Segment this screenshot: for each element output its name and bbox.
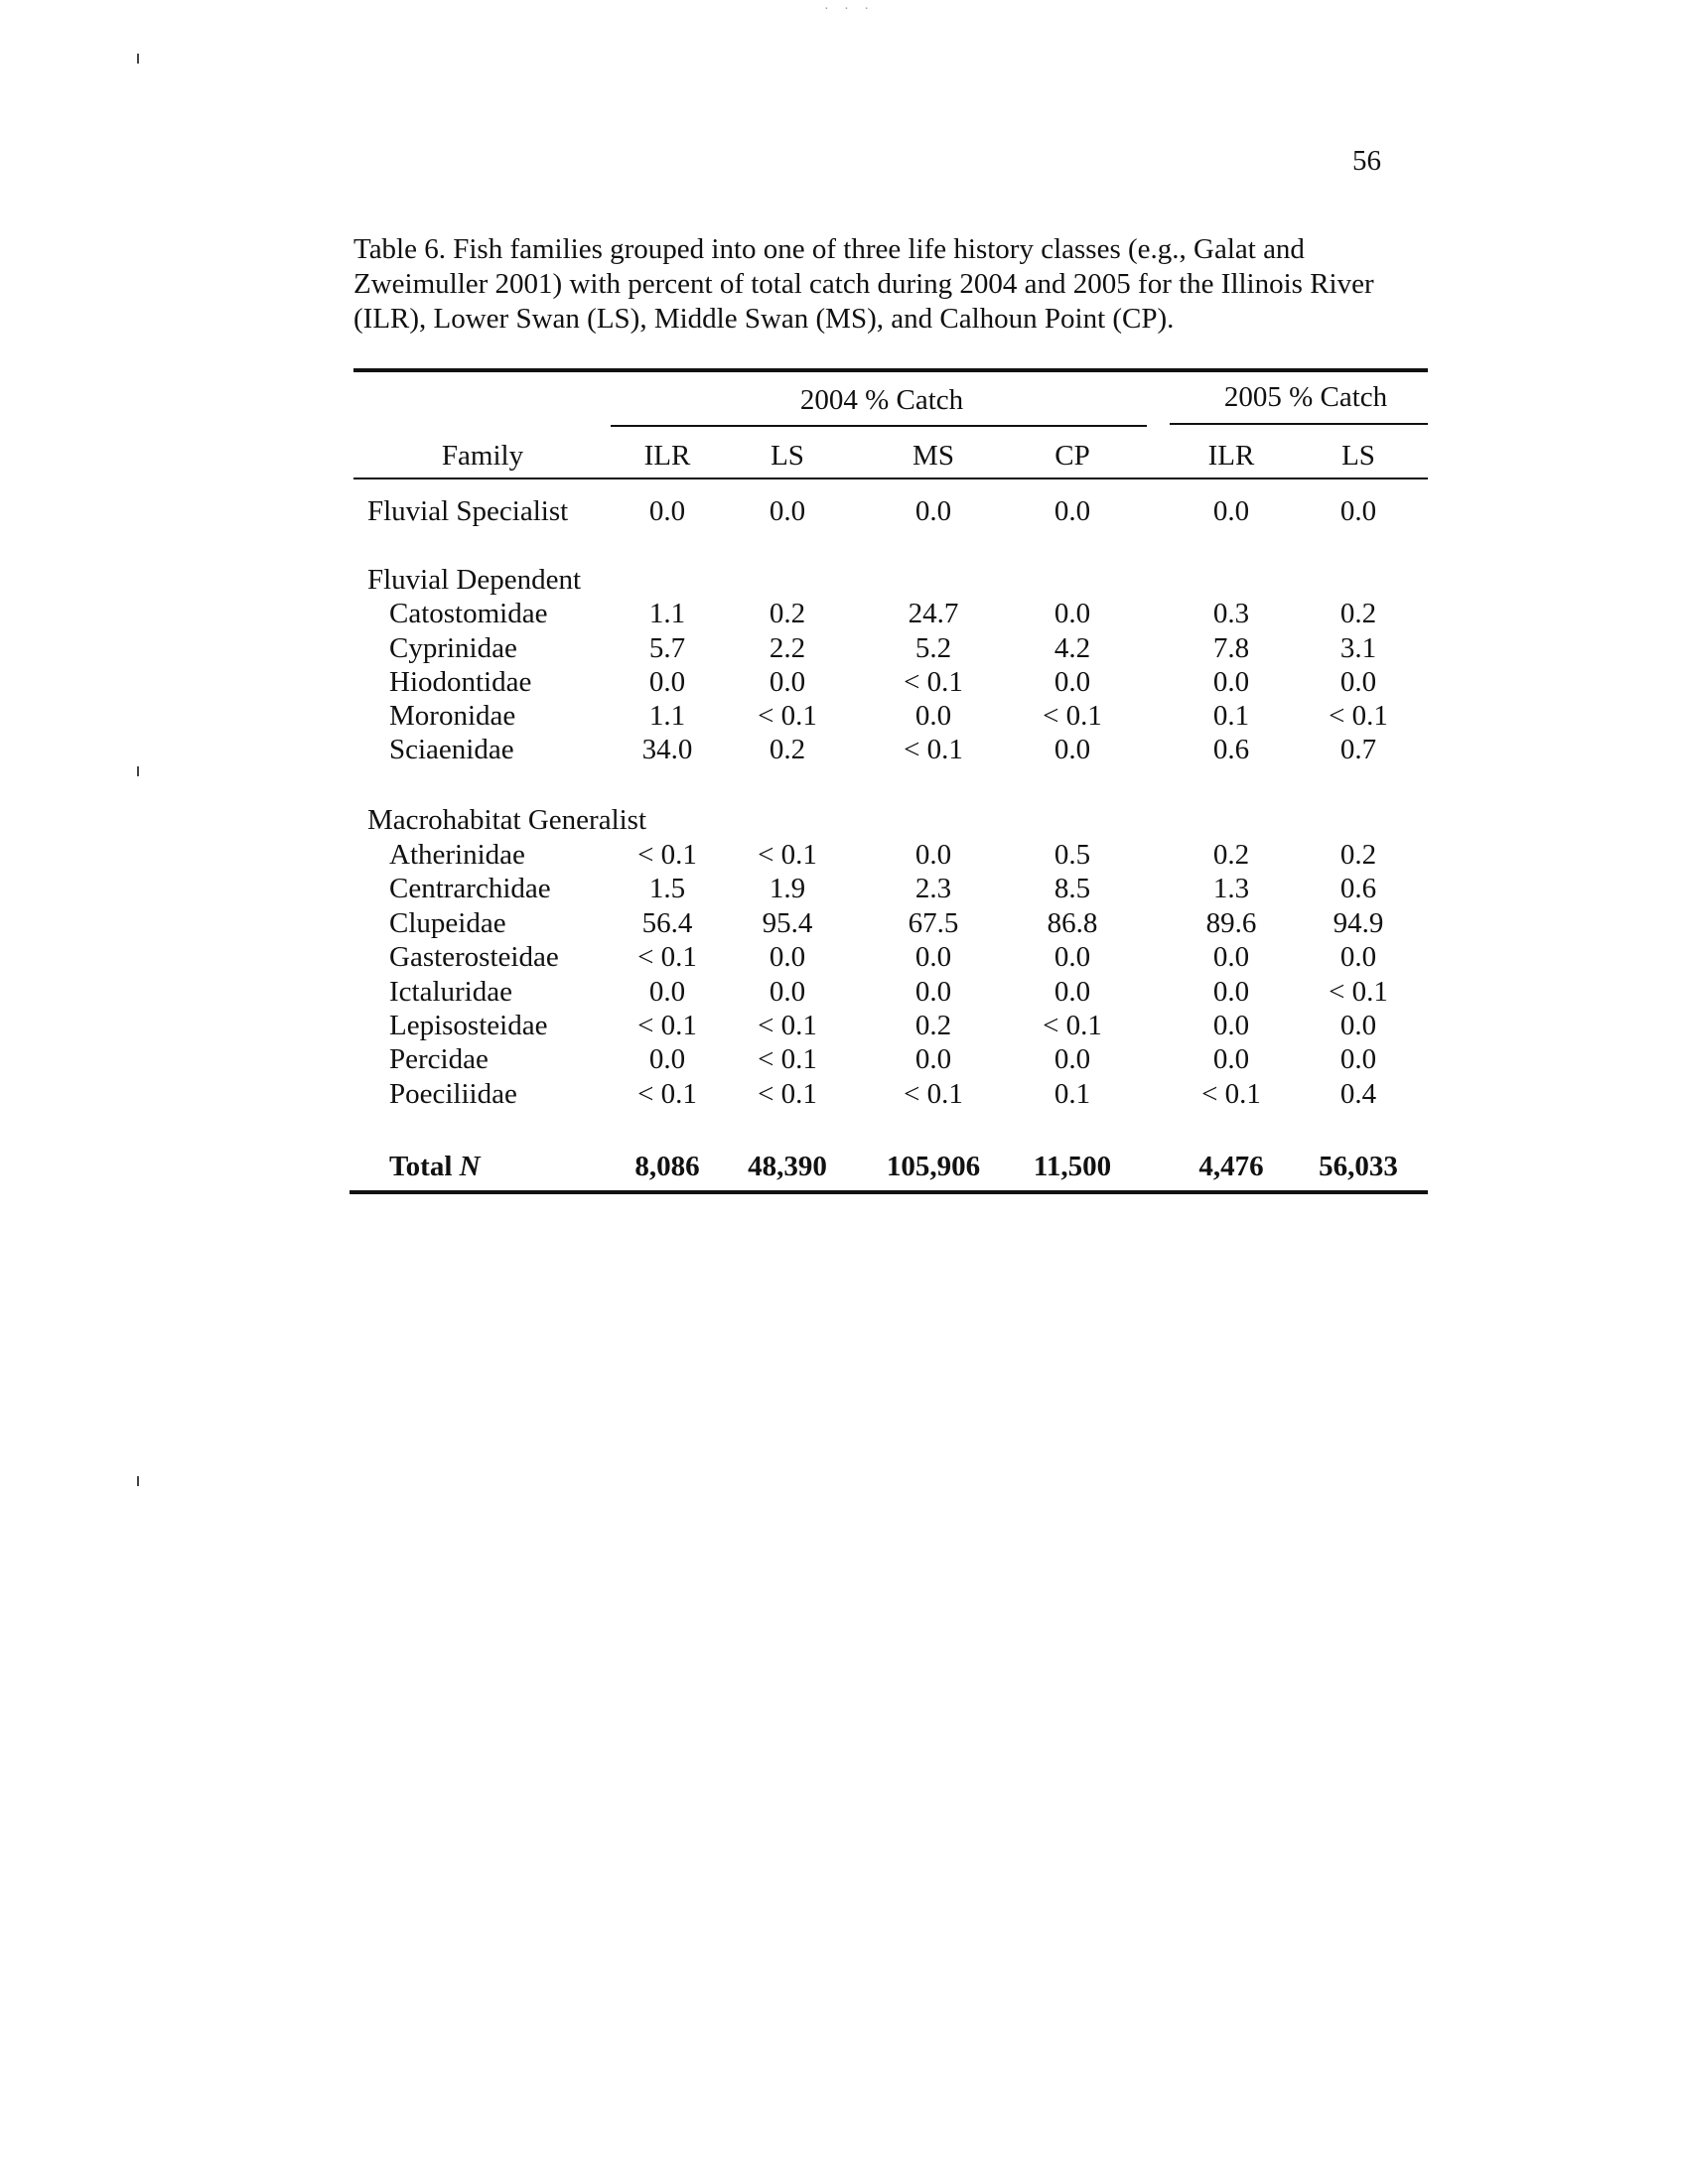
row-label: Centrarchidae — [389, 873, 551, 904]
scan-mark — [137, 54, 139, 64]
table-cell: 0.0 — [1212, 941, 1250, 973]
table-cell: 0.0 — [1339, 941, 1377, 973]
scan-mark — [137, 1476, 139, 1486]
table-cell: < 0.1 — [758, 1043, 817, 1075]
row-label: Fluvial Specialist — [367, 495, 569, 527]
total-cell: 11,500 — [1033, 1151, 1112, 1182]
table-cell: 95.4 — [762, 907, 813, 939]
table-cell: 0.0 — [1053, 666, 1091, 698]
table-cell: < 0.1 — [904, 734, 963, 765]
row-label: Gasterosteidae — [389, 941, 559, 973]
table-cell: 0.3 — [1212, 598, 1250, 629]
table-cell: 0.6 — [1339, 873, 1377, 904]
row-label: Poeciliidae — [389, 1078, 517, 1110]
table-cell: 0.0 — [1339, 1010, 1377, 1041]
table-cell: 0.0 — [648, 976, 686, 1008]
table-cell: 0.0 — [1053, 976, 1091, 1008]
table-cell: 0.2 — [769, 598, 806, 629]
table-cell: 0.1 — [1053, 1078, 1091, 1110]
table-cell: 89.6 — [1205, 907, 1257, 939]
row-label: Ictaluridae — [389, 976, 512, 1008]
table-cell: 0.0 — [1212, 1043, 1250, 1075]
scan-mark — [137, 766, 139, 776]
header-bottom-rule — [353, 478, 1428, 479]
table-cell: 0.7 — [1339, 734, 1377, 765]
table-cell: < 0.1 — [1329, 700, 1388, 732]
table-cell: 7.8 — [1212, 632, 1250, 664]
total-cell: 48,390 — [748, 1151, 827, 1182]
table-caption: Table 6. Fish families grouped into one of three life history classes (e.g., Galat and Zweimuller 2001) with percent of total catch during 2004 and 2005 for the Illinois River (ILR), Lower Swan (LS), Middle Swan (MS), and Calhoun Point (CP). — [353, 233, 1374, 335]
total-label — [389, 1151, 481, 1183]
row-label: Sciaenidae — [389, 734, 514, 765]
table-cell: 5.7 — [648, 632, 686, 664]
table-cell: 1.3 — [1212, 873, 1250, 904]
group-header-2004: 2004 % Catch — [799, 384, 964, 416]
table-bottom-rule — [350, 1190, 1428, 1194]
table-cell: < 0.1 — [758, 1078, 817, 1110]
column-header-ls-2005: LS — [1341, 440, 1375, 472]
table-cell: 0.0 — [1053, 1043, 1091, 1075]
row-label: Percidae — [389, 1043, 489, 1075]
group-label: Fluvial Dependent — [367, 564, 582, 596]
row-label: Hiodontidae — [389, 666, 532, 698]
table-cell: 67.5 — [908, 907, 959, 939]
table-cell: 0.0 — [1339, 666, 1377, 698]
table-cell: 0.0 — [1212, 666, 1250, 698]
table-cell: 0.2 — [1339, 839, 1377, 871]
table-cell: 0.0 — [769, 495, 806, 527]
table-cell: 0.0 — [1339, 495, 1377, 527]
table-cell: 0.1 — [1212, 700, 1250, 732]
table-cell: 86.8 — [1047, 907, 1098, 939]
table-cell: 0.0 — [914, 839, 952, 871]
table-cell: 2.2 — [769, 632, 806, 664]
table-cell: 0.0 — [914, 976, 952, 1008]
table-cell: 0.0 — [648, 495, 686, 527]
table-cell: 0.0 — [1053, 734, 1091, 765]
table-cell: 0.0 — [769, 666, 806, 698]
row-label: Lepisosteidae — [389, 1010, 548, 1041]
table-cell: 0.0 — [914, 1043, 952, 1075]
table-cell: 0.0 — [914, 495, 952, 527]
group-label: Macrohabitat Generalist — [367, 804, 647, 836]
column-header-cp-2004: CP — [1054, 440, 1090, 472]
total-cell: 105,906 — [886, 1151, 981, 1182]
row-label: Moronidae — [389, 700, 516, 732]
table-cell: < 0.1 — [637, 1010, 697, 1041]
total-label-var: N — [459, 1151, 481, 1182]
table-cell: 0.0 — [1212, 976, 1250, 1008]
column-header-ilr-2005: ILR — [1207, 440, 1255, 472]
column-header-ls-2004: LS — [771, 440, 804, 472]
table-cell: < 0.1 — [637, 941, 697, 973]
table-cell: < 0.1 — [1201, 1078, 1261, 1110]
table-cell: < 0.1 — [1043, 700, 1102, 732]
table-top-rule — [353, 368, 1428, 372]
group-header-2005: 2005 % Catch — [1223, 381, 1388, 413]
table-cell: 0.2 — [1212, 839, 1250, 871]
table-cell: 1.5 — [648, 873, 686, 904]
table-cell: 0.0 — [769, 941, 806, 973]
table-cell: < 0.1 — [904, 1078, 963, 1110]
table-cell: 0.0 — [914, 700, 952, 732]
table-cell: < 0.1 — [1043, 1010, 1102, 1041]
table-cell: 0.0 — [648, 1043, 686, 1075]
family-column-header: Family — [441, 440, 524, 472]
table-cell: < 0.1 — [758, 839, 817, 871]
table-cell: 2.3 — [914, 873, 952, 904]
table-cell: 0.0 — [1212, 1010, 1250, 1041]
table-cell: 0.0 — [1053, 495, 1091, 527]
table-cell: 0.0 — [1053, 941, 1091, 973]
table-cell: 1.1 — [648, 598, 686, 629]
row-label: Clupeidae — [389, 907, 506, 939]
total-cell: 4,476 — [1198, 1151, 1264, 1182]
total-label-text: Total — [389, 1151, 453, 1182]
column-header-ilr-2004: ILR — [643, 440, 691, 472]
table-cell: 0.4 — [1339, 1078, 1377, 1110]
page-number: 56 — [1352, 145, 1381, 177]
table-cell: < 0.1 — [758, 1010, 817, 1041]
table-cell: 0.2 — [914, 1010, 952, 1041]
table-cell: 1.1 — [648, 700, 686, 732]
table-cell: 94.9 — [1333, 907, 1384, 939]
table-cell: 4.2 — [1053, 632, 1091, 664]
table-cell: 3.1 — [1339, 632, 1377, 664]
scan-specks: · · · — [824, 2, 875, 17]
table-cell: < 0.1 — [904, 666, 963, 698]
table-cell: < 0.1 — [637, 1078, 697, 1110]
table-cell: 5.2 — [914, 632, 952, 664]
table-cell: 0.0 — [1053, 598, 1091, 629]
table-cell: 0.0 — [914, 941, 952, 973]
row-label: Atherinidae — [389, 839, 525, 871]
table-cell: 0.6 — [1212, 734, 1250, 765]
column-header-ms-2004: MS — [912, 440, 954, 472]
table-cell: 0.5 — [1053, 839, 1091, 871]
table-cell: 0.2 — [769, 734, 806, 765]
row-label: Catostomidae — [389, 598, 548, 629]
table-cell: 0.0 — [1339, 1043, 1377, 1075]
table-cell: 56.4 — [641, 907, 693, 939]
table-cell: 8.5 — [1053, 873, 1091, 904]
total-cell: 56,033 — [1319, 1151, 1398, 1182]
table-cell: 34.0 — [641, 734, 693, 765]
table-cell: < 0.1 — [758, 700, 817, 732]
table-cell: 0.0 — [1212, 495, 1250, 527]
group-underline-2004 — [611, 425, 1147, 427]
total-cell: 8,086 — [634, 1151, 700, 1182]
table-cell: 0.0 — [769, 976, 806, 1008]
table-cell: 0.2 — [1339, 598, 1377, 629]
table-cell: < 0.1 — [637, 839, 697, 871]
row-label: Cyprinidae — [389, 632, 517, 664]
group-underline-2005 — [1170, 423, 1428, 425]
table-cell: 1.9 — [769, 873, 806, 904]
table-cell: 24.7 — [908, 598, 959, 629]
table-cell: < 0.1 — [1329, 976, 1388, 1008]
table-cell: 0.0 — [648, 666, 686, 698]
